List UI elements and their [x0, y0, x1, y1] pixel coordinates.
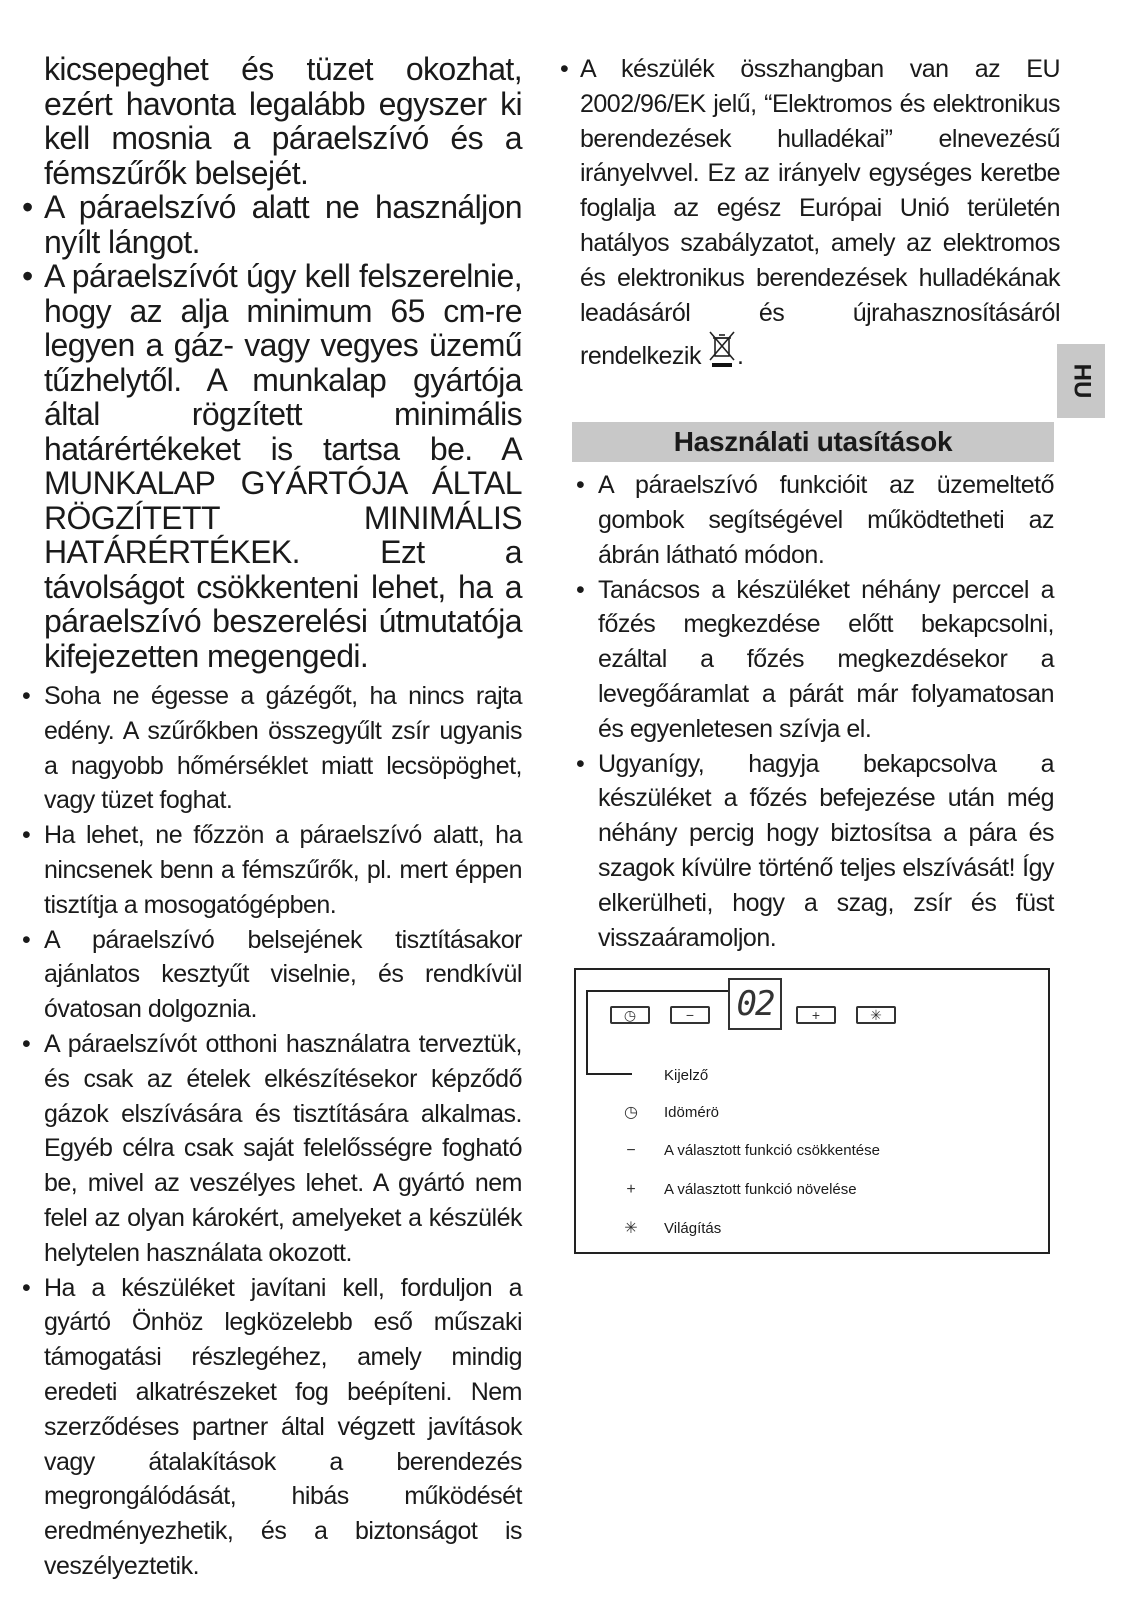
- light-icon: ✳: [870, 1006, 882, 1023]
- panel-strip-top: [586, 990, 728, 992]
- list-item: • A páraelszívót úgy kell felszerelnie, hogy az alja minimum 65 cm-re legyen a gáz- vagy vegyes üzemű tűzhelytől. A munkalap gyártója által rögzített minimális határértékeket is tartsa be. A MUNKALAP GYÁRTÓJA ÁLTAL RÖGZÍTETT MINIMÁLIS HATÁRÉRTÉKEK. Ezt a távolságot csökkenteni lehet, ha a páraelszívó beszerelési útmutatója kifejezetten megengedi.: [22, 259, 522, 673]
- warnings-normal: [22, 679, 522, 1584]
- language-tab: [1057, 344, 1105, 418]
- weee-suffix: .: [736, 342, 744, 371]
- section-title: Használati utasítások: [572, 422, 1054, 462]
- light-button: [856, 1006, 896, 1024]
- list-item: • A páraelszívót otthoni használatra terveztük, és csak az ételek elkészítésekor képződő gázok elszívására és tisztítására alkalmas. Egyéb célra csak saját felelősségre fogható be, mivel az veszélyes lehet. A gyártó nem felel az olyan károkért, amelyeket a készülék helytelen használata okozott.: [22, 1027, 522, 1271]
- light-icon: ✳: [624, 1220, 638, 1237]
- list-item: • A páraelszívó belsejének tisztításakor ajánlatos kesztyűt viselnie, és rendkívül óvatosan dolgoznia.: [22, 923, 522, 1027]
- weee-text: A készülék összhangban van az EU 2002/96/EK jelű, “Elektromos és elektronikus berendezések hulladékai” elnevezésű irányelvvel. Ez az irányelv egységes keretbe foglalja az egész Európai Unió területén hatályos szabályzatot, amely az elektromos és elektronikus berendezések hulladékának leadásáról és újrahasznosításáról rendelkezik: [580, 55, 1060, 371]
- warnings-large: [22, 52, 522, 673]
- legend-label: A választott funkció növelése: [664, 1181, 857, 1198]
- minus-button: [670, 1006, 710, 1024]
- plus-button: [796, 1006, 836, 1024]
- legend-row-timer: [576, 1101, 1016, 1125]
- list-item: • Ha a készüléket javítani kell, forduljon a gyártó Önhöz legközelebb eső műszaki támogatási részlegéhez, amely mindig eredeti alkatrészeket fog beépíteni. Nem szerződéses partner által végzett javítások vagy átalakítások a berendezés megrongálódását, hibás működését eredményezhetik, és a biztonságot is veszélyeztetik.: [22, 1271, 522, 1584]
- plus-icon: +: [626, 1181, 636, 1198]
- legend-row-minus: [576, 1139, 1016, 1163]
- list-item: • A páraelszívó alatt ne használjon nyílt lángot.: [22, 190, 522, 259]
- bullet-list: [22, 679, 522, 1584]
- list-item: • Tanácsos a készüléket néhány perccel a főzés megkezdése előtt bekapcsolni, ezáltal a főzés megkezdésekor a levegőáramlat a párát már folyamatosan és egyenletesen szívja el.: [576, 573, 1054, 747]
- timer-icon: ◷: [623, 1006, 637, 1023]
- legend-label: Kijelző: [664, 1067, 709, 1084]
- legend-label: A választott funkció csökkentése: [664, 1142, 880, 1159]
- left-column: [22, 52, 522, 1584]
- list-item: [560, 52, 1060, 374]
- bullet-list: [576, 468, 1054, 955]
- list-item: • Ugyanígy, hagyja bekapcsolva a készüléket a főzés befejezése után még néhány percig hogy biztosítsa a pára és szagok kívülre történő teljes elszívását! Így elkerülheti, hogy a szag, zsír és füst visszaáramoljon.: [576, 747, 1054, 956]
- language-tab-label: HU: [1067, 363, 1095, 399]
- weee-notice: [560, 52, 1060, 374]
- legend-row-display: [576, 1064, 1016, 1088]
- timer-button: [610, 1006, 650, 1024]
- minus-icon: −: [626, 1142, 636, 1159]
- legend-label: Idömérö: [664, 1104, 720, 1121]
- list-item: • Soha ne égesse a gázégőt, ha nincs rajta edény. A szűrőkben összegyűlt zsír ugyanis a nagyobb hőmérséklet miatt lecsöpöghet, vagy tüzet foghat.: [22, 679, 522, 818]
- instructions: [576, 468, 1054, 955]
- list-item: • Ha lehet, ne főzzön a páraelszívó alatt, ha nincsenek benn a fémszűrők, pl. mert éppen tisztítja a mosogatógépben.: [22, 818, 522, 922]
- right-column: [560, 52, 1060, 955]
- large-bullet-list: [22, 190, 522, 673]
- bullet-list: [560, 52, 1060, 374]
- panel-strip-left: [586, 990, 588, 1074]
- plus-icon: +: [811, 1007, 821, 1023]
- crossed-bin-icon: [707, 330, 737, 368]
- legend-row-plus: [576, 1178, 1016, 1202]
- display: [728, 978, 782, 1030]
- display-value: 02: [736, 984, 774, 1024]
- intro-paragraph: kicsepeghet és tüzet okozhat, ezért havonta legalább egyszer ki kell mosnia a páraelszívó és a fémszűrők belsejét.: [44, 51, 522, 191]
- legend-row-light: [576, 1217, 1016, 1241]
- list-item: • A páraelszívó funkcióit az üzemeltető gombok segítségével működtetheti az ábrán látható módon.: [576, 468, 1054, 572]
- timer-icon: ◷: [624, 1104, 638, 1121]
- legend-label: Világítás: [664, 1220, 722, 1237]
- control-panel-diagram: [574, 968, 1050, 1254]
- minus-icon: −: [685, 1007, 695, 1023]
